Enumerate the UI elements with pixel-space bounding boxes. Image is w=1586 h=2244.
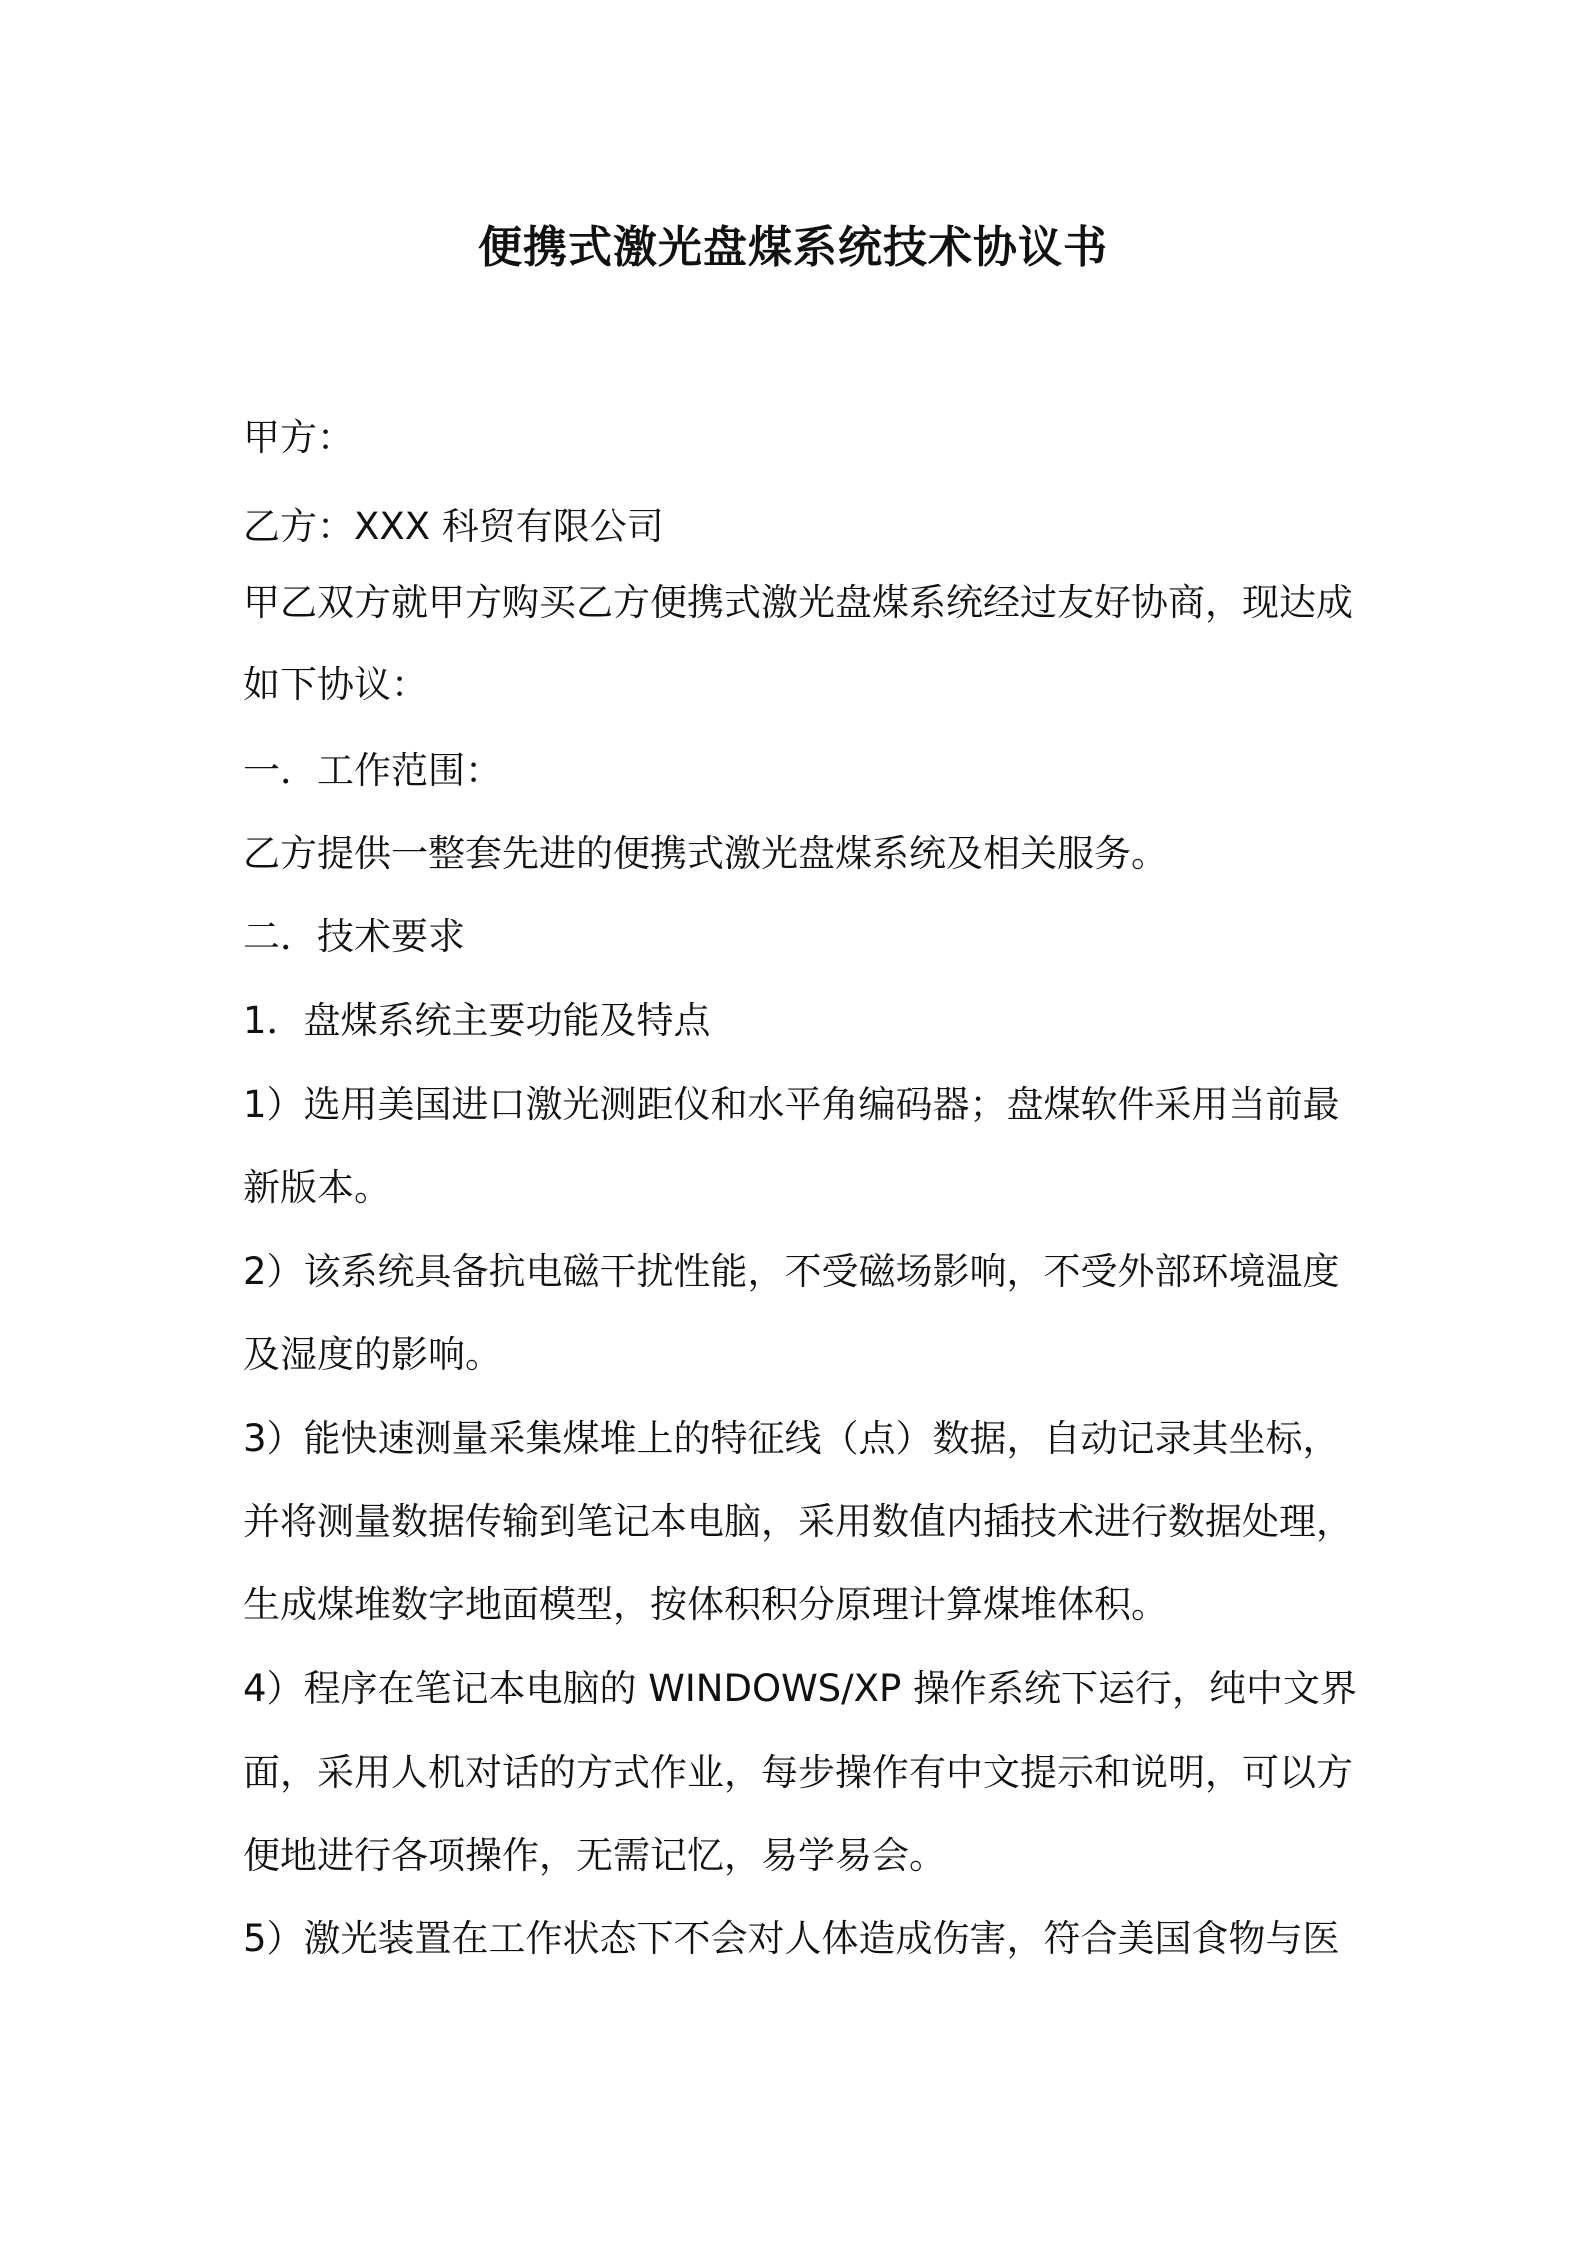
item-3-line-2: 并将测量数据传输到笔记本电脑，采用数值内插技术进行数据处理， (243, 1500, 1353, 1543)
party-a-line: 甲方： (243, 416, 354, 459)
intro-line-2: 如下协议： (243, 663, 428, 706)
item-3-line-3: 生成煤堆数字地面模型，按体积积分原理计算煤堆体积。 (243, 1583, 1168, 1626)
item-1-line-1: 1）选用美国进口激光测距仪和水平角编码器；盘煤软件采用当前最 (243, 1083, 1340, 1126)
item-5-line-1: 5）激光装置在工作状态下不会对人体造成伤害，符合美国食物与医 (243, 1917, 1340, 1960)
item-2-line-2: 及湿度的影响。 (243, 1333, 502, 1376)
item-2-line-1: 2）该系统具备抗电磁干扰性能，不受磁场影响，不受外部环境温度 (243, 1250, 1340, 1293)
item-3-line-1: 3）能快速测量采集煤堆上的特征线（点）数据，自动记录其坐标， (243, 1417, 1340, 1460)
scope-text: 乙方提供一整套先进的便携式激光盘煤系统及相关服务。 (243, 832, 1168, 875)
section-heading-tech: 二．技术要求 (243, 915, 465, 958)
party-b-line: 乙方：XXX 科贸有限公司 (243, 505, 664, 548)
item-4-line-1: 4）程序在笔记本电脑的 WINDOWS/XP 操作系统下运行，纯中文界 (243, 1667, 1358, 1710)
item-4-line-2: 面，采用人机对话的方式作业，每步操作有中文提示和说明，可以方 (243, 1751, 1353, 1794)
intro-line-1: 甲乙双方就甲方购买乙方便携式激光盘煤系统经过友好协商，现达成 (243, 581, 1353, 624)
subsection-heading-features: 1．盘煤系统主要功能及特点 (243, 999, 711, 1042)
document-title: 便携式激光盘煤系统技术协议书 (478, 222, 1108, 273)
item-1-line-2: 新版本。 (243, 1166, 391, 1209)
section-heading-scope: 一．工作范围： (243, 749, 502, 792)
item-4-line-3: 便地进行各项操作，无需记忆，易学易会。 (243, 1834, 946, 1877)
